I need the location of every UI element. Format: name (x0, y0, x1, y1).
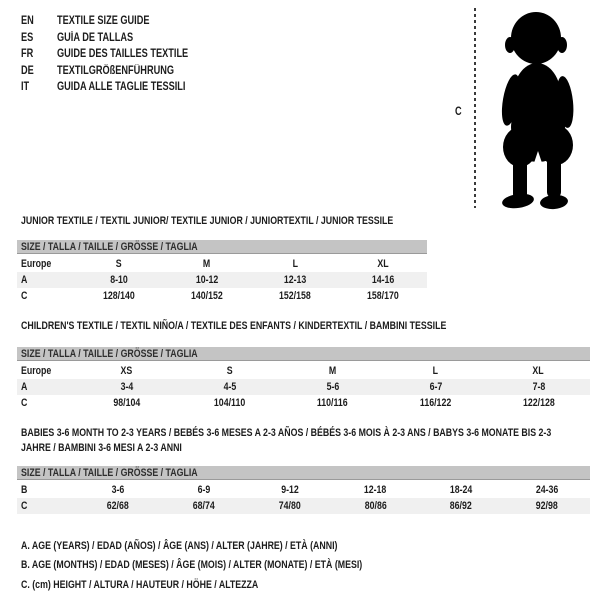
language-code (21, 81, 57, 93)
row-label (17, 500, 75, 512)
table-cell (418, 484, 504, 496)
language-code (21, 48, 57, 60)
table-cell (281, 381, 384, 393)
language-row (21, 13, 221, 30)
text-label: 6-9 (197, 484, 211, 496)
text-label: A (21, 381, 28, 393)
text-label: 4-5 (223, 381, 236, 393)
text-label: L (432, 365, 439, 377)
text-label: 86/92 (450, 500, 473, 512)
text-label: 6-7 (429, 381, 442, 393)
table-cell (487, 381, 590, 393)
table-title: BABIES 3-6 MONTH TO 2-3 YEARS / BEBÉS 3-6 MESES A 2-3 AÑOS / BÉBÉS 3-6 MOIS À 2-3 ANS / BABYS 3-6 MONATE BIS 2-3 JAHRE / BAMBINI 3-6 MESI A 2-3 ANNI (21, 427, 552, 454)
text-label: EN (21, 15, 34, 28)
table-cell (163, 258, 251, 270)
text-label: A (21, 274, 28, 286)
text-label: 14-16 (371, 274, 395, 286)
text-label: C (21, 397, 28, 409)
table-row (17, 272, 427, 288)
table-cell (418, 500, 504, 512)
table-rows (17, 363, 590, 411)
text-label: M (203, 258, 211, 270)
text-label: 8-10 (110, 274, 128, 286)
table-rows (17, 256, 427, 304)
text-label: 10-12 (195, 274, 219, 286)
table-cell (75, 381, 178, 393)
language-code (21, 15, 57, 27)
table-cell (247, 500, 333, 512)
text-label: C. (cm) HEIGHT / ALTURA / HAUTEUR / HÖHE / ALTEZZA (21, 578, 259, 591)
table-cell (75, 258, 163, 270)
table-cell (339, 290, 427, 302)
table-cell (75, 290, 163, 302)
language-row (21, 63, 221, 80)
table-cell (504, 500, 590, 512)
text-label: 116/122 (419, 397, 452, 409)
text-label: DE (21, 64, 34, 77)
language-row (21, 30, 221, 47)
table-row (17, 482, 590, 498)
text-label: GUIDE DES TAILLES TEXTILE (57, 48, 189, 61)
text-label: S (116, 258, 122, 270)
table-cell (487, 397, 590, 409)
text-label: 122/128 (522, 397, 555, 409)
size-header-bar: SIZE / TALLA / TAILLE / GRÖSSE / TAGLIA (17, 240, 427, 254)
text-label: 24-36 (535, 484, 559, 496)
text-label: 5-6 (326, 381, 339, 393)
table-title: CHILDREN'S TEXTILE / TEXTIL NIÑO/A / TEXTILE DES ENFANTS / KINDERTEXTIL / BAMBINI TESSILE (21, 320, 447, 332)
text-label: B (21, 484, 28, 496)
text-label: FR (21, 48, 34, 61)
childrens-textile-table (17, 320, 590, 411)
language-row (21, 79, 221, 96)
text-label: TEXTILE SIZE GUIDE (57, 15, 150, 28)
babies-textile-table (17, 426, 590, 514)
table-cell (163, 274, 251, 286)
text-label: 74/80 (278, 500, 301, 512)
text-label: M (328, 365, 337, 377)
language-title (57, 32, 152, 44)
language-title (57, 48, 221, 60)
table-cell (339, 258, 427, 270)
table-row (17, 288, 427, 304)
text-label: Europe (21, 258, 52, 270)
table-cell (384, 397, 487, 409)
table-cell (75, 397, 178, 409)
table-row (17, 379, 590, 395)
table-cell (339, 274, 427, 286)
text-label: TEXTILGRÖßENFÜHRUNG (57, 64, 175, 77)
language-title-list (21, 13, 221, 96)
table-cell (332, 484, 418, 496)
table-cell (75, 274, 163, 286)
table-cell (178, 365, 281, 377)
table-cell (247, 484, 333, 496)
height-measure-label: C (455, 106, 462, 118)
text-label: ES (21, 31, 34, 44)
row-label (17, 290, 75, 302)
table-cell (161, 484, 247, 496)
text-label: 128/140 (103, 290, 135, 302)
table-cell (384, 365, 487, 377)
table-cell (281, 397, 384, 409)
table-cell (384, 381, 487, 393)
table-cell (161, 500, 247, 512)
table-row (17, 256, 427, 272)
text-label: A. AGE (YEARS) / EDAD (AÑOS) / ÂGE (ANS) / ALTER (JAHRE) / ETÀ (ANNI) (21, 539, 338, 552)
toddler-silhouette-icon (484, 5, 590, 211)
text-label: 92/98 (536, 500, 559, 512)
footnote-row (21, 575, 448, 595)
text-label: XS (120, 365, 133, 377)
footnote-row (21, 556, 448, 576)
table-row (17, 395, 590, 411)
text-label: 9-12 (280, 484, 299, 496)
text-label: 3-6 (111, 484, 125, 496)
text-label: C (21, 290, 28, 302)
row-label (17, 484, 75, 496)
text-label: 158/170 (367, 290, 399, 302)
text-label: B. AGE (MONTHS) / EDAD (MESES) / ÂGE (MOIS) / ALTER (MONATE) / ETÀ (MESI) (21, 559, 363, 572)
language-title (57, 15, 173, 27)
text-label: L (292, 258, 298, 270)
text-label: Europe (21, 365, 52, 377)
table-rows (17, 482, 590, 514)
language-title (57, 65, 203, 77)
row-label (17, 274, 75, 286)
table-cell (178, 381, 281, 393)
text-label: 12-13 (283, 274, 307, 286)
footnote-row (21, 536, 448, 556)
table-title: JUNIOR TEXTILE / TEXTIL JUNIOR/ TEXTILE JUNIOR / JUNIORTEXTIL / JUNIOR TESSILE (21, 215, 394, 227)
table-cell (75, 500, 161, 512)
height-measure-dashed-line (474, 8, 476, 208)
language-row (21, 46, 221, 63)
table-cell (163, 290, 251, 302)
text-label: 62/68 (106, 500, 129, 512)
text-label: 18-24 (449, 484, 473, 496)
text-label: XL (532, 365, 545, 377)
table-cell (75, 365, 178, 377)
text-label: 80/86 (364, 500, 387, 512)
language-title (57, 81, 218, 93)
table-cell (281, 365, 384, 377)
text-label: IT (21, 81, 30, 94)
table-cell (251, 290, 339, 302)
text-label: 98/104 (113, 397, 140, 409)
row-label (17, 397, 75, 409)
text-label: 3-4 (120, 381, 133, 393)
table-row (17, 363, 590, 379)
table-cell (504, 484, 590, 496)
language-code (21, 65, 57, 77)
text-label: 7-8 (532, 381, 545, 393)
table-cell (332, 500, 418, 512)
text-label: GUÍA DE TALLAS (57, 31, 134, 44)
text-label: 12-18 (364, 484, 387, 496)
junior-textile-table (17, 215, 427, 304)
table-cell (251, 274, 339, 286)
size-header-bar: SIZE / TALLA / TAILLE / GRÖSSE / TAGLIA (17, 347, 590, 361)
row-label (17, 381, 75, 393)
footnote-list (21, 536, 448, 595)
row-label (17, 258, 75, 270)
language-code (21, 32, 57, 44)
text-label: 140/152 (191, 290, 223, 302)
table-row (17, 498, 590, 514)
text-label: C (21, 500, 28, 512)
table-cell (487, 365, 590, 377)
text-label: XL (377, 258, 389, 270)
size-header-bar: SIZE / TALLA / TAILLE / GRÖSSE / TAGLIA (17, 466, 590, 480)
text-label: 110/116 (317, 397, 348, 409)
text-label: GUIDA ALLE TAGLIE TESSILI (57, 81, 186, 94)
table-cell (75, 484, 161, 496)
row-label (17, 365, 75, 377)
text-label: 68/74 (192, 500, 215, 512)
text-label: S (226, 365, 233, 377)
table-cell (178, 397, 281, 409)
text-label: 152/158 (279, 290, 311, 302)
text-label: 104/110 (213, 397, 246, 409)
table-cell (251, 258, 339, 270)
